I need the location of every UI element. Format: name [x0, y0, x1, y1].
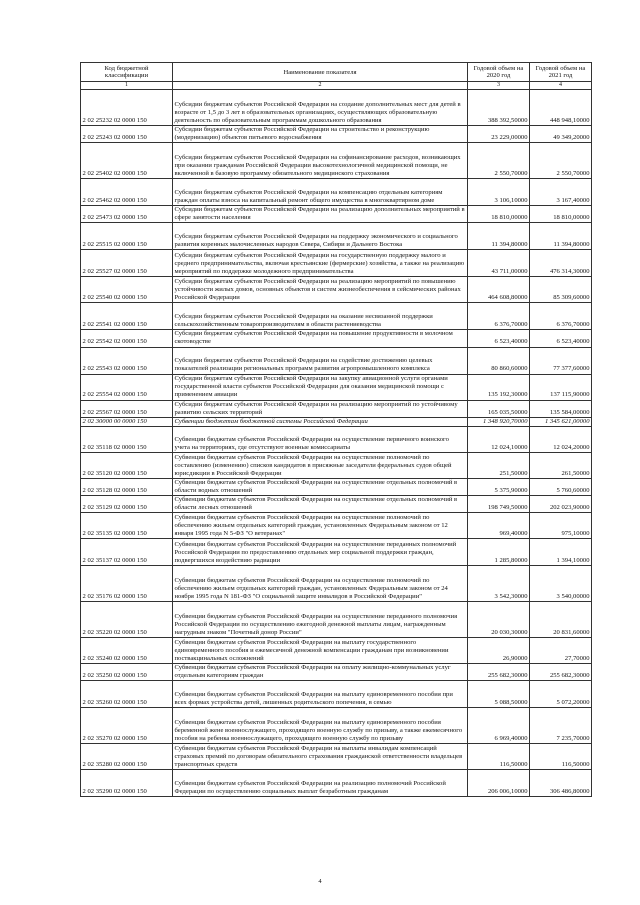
row-value-2021: 975,10000 [530, 513, 592, 539]
row-name: Субвенции бюджетам субъектов Российской Федерации на осуществление полномочий по обеспечению жильем отдельных категорий граждан, установленных Федеральным законом от 24 ноября 1995 года N 181-ФЗ "О социальной защите инвалидов в Российской Федерации" [173, 566, 468, 602]
row-value-2020: 6 969,40000 [468, 708, 530, 744]
table-row [81, 417, 592, 426]
row-name: Субсидии бюджетам субъектов Российской Федерации на поддержку экономического и социального развития коренных малочисленных народов Севера, Сибири и Дальнего Востока [173, 223, 468, 250]
row-name: Субсидии бюджетам субъектов Российской Федерации на реализацию мероприятий по устойчивому развитию сельских территорий [173, 400, 468, 417]
row-value-2020: 80 860,60000 [468, 347, 530, 374]
row-value-2021: 255 682,30000 [530, 664, 592, 681]
row-value-2020: 1 348 920,70000 [468, 417, 530, 426]
row-value-2021: 5 072,20000 [530, 681, 592, 708]
row-name: Субвенции бюджетам бюджетной системы Российской Федерации [173, 417, 468, 426]
row-value-2020: 116,50000 [468, 744, 530, 770]
row-value-2021: 85 309,60000 [530, 277, 592, 303]
table-row [81, 126, 592, 143]
row-code: 2 02 25473 02 0000 150 [81, 206, 173, 223]
row-value-2021: 306 486,80000 [530, 770, 592, 797]
row-value-2020: 5 088,50000 [468, 681, 530, 708]
row-code: 2 02 35176 02 0000 150 [81, 566, 173, 602]
row-value-2021: 261,50000 [530, 452, 592, 478]
row-code: 2 02 35250 02 0000 150 [81, 664, 173, 681]
row-value-2020: 2 550,70000 [468, 143, 530, 179]
row-value-2020: 206 006,10000 [468, 770, 530, 797]
row-value-2020: 5 375,90000 [468, 478, 530, 495]
row-code: 2 02 25542 02 0000 150 [81, 330, 173, 347]
table-row [81, 478, 592, 495]
row-code: 2 02 35280 02 0000 150 [81, 744, 173, 770]
table-row [81, 496, 592, 513]
row-code: 2 02 35128 02 0000 150 [81, 478, 173, 495]
row-value-2021: 476 314,30000 [530, 250, 592, 277]
table-row [81, 250, 592, 277]
row-value-2021: 2 550,70000 [530, 143, 592, 179]
row-value-2021: 49 349,20000 [530, 126, 592, 143]
table-row [81, 90, 592, 126]
table-row [81, 206, 592, 223]
row-code: 2 02 25543 02 0000 150 [81, 347, 173, 374]
table-row [81, 744, 592, 770]
row-value-2021: 5 760,60000 [530, 478, 592, 495]
row-code: 2 02 30000 00 0000 150 [81, 417, 173, 426]
row-name: Субсидии бюджетам субъектов Российской Федерации на повышение продуктивности в молочном скотоводстве [173, 330, 468, 347]
row-code: 2 02 25243 02 0000 150 [81, 126, 173, 143]
row-value-2020: 3 542,30000 [468, 566, 530, 602]
row-value-2021: 12 024,20000 [530, 426, 592, 452]
row-code: 2 02 25540 02 0000 150 [81, 277, 173, 303]
table-row [81, 223, 592, 250]
row-code: 2 02 35260 02 0000 150 [81, 681, 173, 708]
row-name: Субсидии бюджетам субъектов Российской Федерации на государственную поддержку малого и среднего предпринимательства, включая крестьянские (фермерские) хозяйства, а также на реализацию мероприятий по поддержке молодежного предпринимательства [173, 250, 468, 277]
row-name: Субсидии бюджетам субъектов Российской Федерации на строительство и реконструкцию (модернизацию) объектов питьевого водоснабжения [173, 126, 468, 143]
col-number: 1 [81, 82, 173, 90]
row-value-2020: 26,90000 [468, 638, 530, 664]
row-value-2020: 6 376,70000 [468, 303, 530, 330]
row-name: Субвенции бюджетам субъектов Российской Федерации на реализацию полномочий Российской Федерации по осуществлению социальных выплат безработным гражданам [173, 770, 468, 797]
row-code: 2 02 25527 02 0000 150 [81, 250, 173, 277]
row-value-2020: 43 711,00000 [468, 250, 530, 277]
row-value-2020: 1 285,80000 [468, 539, 530, 566]
row-value-2020: 135 192,30000 [468, 374, 530, 400]
table-row [81, 602, 592, 638]
table-row [81, 539, 592, 566]
row-value-2021: 3 167,40000 [530, 179, 592, 206]
table-row [81, 374, 592, 400]
row-value-2021: 135 584,00000 [530, 400, 592, 417]
table-row [81, 513, 592, 539]
row-name: Субвенции бюджетам субъектов Российской Федерации на выплату единовременного пособия беременной жене военнослужащего, проходящего военную службу по призыву, а также ежемесячного пособия на ребенка военнослужащего, проходящего военную службу по призыву [173, 708, 468, 744]
row-value-2020: 20 030,30000 [468, 602, 530, 638]
row-code: 2 02 25462 02 0000 150 [81, 179, 173, 206]
row-name: Субсидии бюджетам субъектов Российской Федерации на создание дополнительных мест для детей в возрасте от 1,5 до 3 лет в образовательных организациях, осуществляющих образовательную деятельность по образовательным программам дошкольного образования [173, 90, 468, 126]
table-row [81, 638, 592, 664]
row-code: 2 02 25232 02 0000 150 [81, 90, 173, 126]
row-code: 2 02 35240 02 0000 150 [81, 638, 173, 664]
row-value-2020: 12 024,10000 [468, 426, 530, 452]
row-code: 2 02 25541 02 0000 150 [81, 303, 173, 330]
row-value-2021: 11 394,80000 [530, 223, 592, 250]
row-code: 2 02 35137 02 0000 150 [81, 539, 173, 566]
table-row [81, 681, 592, 708]
row-value-2021: 116,50000 [530, 744, 592, 770]
row-value-2021: 202 023,90000 [530, 496, 592, 513]
row-name: Субвенции бюджетам субъектов Российской Федерации на осуществление переданных полномочий Российской Федерации по предоставлению отдельных мер социальной поддержки граждан, подвергшихся воздействию радиации [173, 539, 468, 566]
table-row [81, 143, 592, 179]
row-code: 2 02 35129 02 0000 150 [81, 496, 173, 513]
row-code: 2 02 25402 02 0000 150 [81, 143, 173, 179]
row-value-2021: 77 377,60000 [530, 347, 592, 374]
table-row [81, 400, 592, 417]
row-value-2020: 6 523,40000 [468, 330, 530, 347]
page-number: 4 [318, 878, 322, 885]
row-code: 2 02 35118 02 0000 150 [81, 426, 173, 452]
row-code: 2 02 35135 02 0000 150 [81, 513, 173, 539]
row-name: Субсидии бюджетам субъектов Российской Федерации на реализацию мероприятий по повышению устойчивости жилых домов, основных объектов и систем жизнеобеспечения в сейсмических районах Российской Федерации [173, 277, 468, 303]
row-name: Субсидии бюджетам субъектов Российской Федерации на компенсацию отдельным категориям граждан оплаты взноса на капитальный ремонт общего имущества в многоквартирном доме [173, 179, 468, 206]
table-row [81, 277, 592, 303]
row-value-2021: 1 345 621,00000 [530, 417, 592, 426]
row-value-2021: 1 394,10000 [530, 539, 592, 566]
row-name: Субвенции бюджетам субъектов Российской Федерации на осуществление отдельных полномочий в области лесных отношений [173, 496, 468, 513]
row-value-2021: 7 235,70000 [530, 708, 592, 744]
row-code: 2 02 35270 02 0000 150 [81, 708, 173, 744]
row-value-2020: 388 392,50000 [468, 90, 530, 126]
row-name: Субсидии бюджетам субъектов Российской Федерации на оказание несвязанной поддержки сельскохозяйственным товаропроизводителям в области растениеводства [173, 303, 468, 330]
row-name: Субвенции бюджетам субъектов Российской Федерации на выплату государственного единовременного пособия и ежемесячной денежной компенсации гражданам при возникновении поствакцинальных осложнений [173, 638, 468, 664]
row-name: Субсидии бюджетам субъектов Российской Федерации на закупку авиационной услуги органами государственной власти субъектов Российской Федерации для оказания медицинской помощи с применением авиации [173, 374, 468, 400]
row-value-2020: 18 810,00000 [468, 206, 530, 223]
row-value-2021: 137 115,90000 [530, 374, 592, 400]
row-value-2021: 6 376,70000 [530, 303, 592, 330]
table-row [81, 770, 592, 797]
budget-table-container [80, 62, 591, 797]
row-name: Субвенции бюджетам субъектов Российской Федерации на выплату единовременного пособия при всех формах устройства детей, лишенных родительского попечения, в семью [173, 681, 468, 708]
row-value-2020: 165 035,50000 [468, 400, 530, 417]
table-row [81, 664, 592, 681]
row-value-2020: 969,40000 [468, 513, 530, 539]
col-number: 2 [173, 82, 468, 90]
row-value-2021: 20 831,60000 [530, 602, 592, 638]
table-row [81, 452, 592, 478]
col-number: 3 [468, 82, 530, 90]
row-value-2021: 6 523,40000 [530, 330, 592, 347]
header-code: Код бюджетной классификации [81, 63, 173, 82]
row-name: Субвенции бюджетам субъектов Российской Федерации на осуществление полномочий по составлению (изменению) списков кандидатов в присяжные заседатели федеральных судов общей юрисдикции в Российской Федерации [173, 452, 468, 478]
row-name: Субвенции бюджетам субъектов Российской Федерации на осуществление переданного полномочия Российской Федерации по осуществлению ежегодной денежной выплаты лицам, награжденным нагрудным знаком "Почетный донор России" [173, 602, 468, 638]
row-value-2020: 23 229,00000 [468, 126, 530, 143]
row-value-2020: 3 106,10000 [468, 179, 530, 206]
table-row [81, 708, 592, 744]
table-header-row [81, 63, 592, 82]
table-row [81, 303, 592, 330]
row-name: Субсидии бюджетам субъектов Российской Федерации на содействие достижению целевых показателей реализации региональных программ развития агропромышленного комплекса [173, 347, 468, 374]
table-row [81, 347, 592, 374]
row-name: Субвенции бюджетам субъектов Российской Федерации на осуществление первичного воинского учета на территориях, где отсутствуют военные комиссариаты [173, 426, 468, 452]
row-value-2021: 27,70000 [530, 638, 592, 664]
table-row [81, 566, 592, 602]
row-value-2020: 255 682,30000 [468, 664, 530, 681]
row-name: Субсидии бюджетам субъектов Российской Федерации на софинансирование расходов, возникающих при оказании гражданам Российской Федерации высокотехнологичной медицинской помощи, не включенной в базовую программу обязательного медицинского страхования [173, 143, 468, 179]
row-value-2020: 251,50000 [468, 452, 530, 478]
row-code: 2 02 25567 02 0000 150 [81, 400, 173, 417]
row-code: 2 02 35220 02 0000 150 [81, 602, 173, 638]
row-value-2020: 11 394,80000 [468, 223, 530, 250]
budget-table [80, 62, 592, 797]
col-number: 4 [530, 82, 592, 90]
row-value-2021: 448 948,10000 [530, 90, 592, 126]
row-name: Субвенции бюджетам субъектов Российской Федерации на оплату жилищно-коммунальных услуг отдельным категориям граждан [173, 664, 468, 681]
column-number-row [81, 82, 592, 90]
row-code: 2 02 35290 02 0000 150 [81, 770, 173, 797]
table-body [81, 90, 592, 797]
header-2021: Годовой объем на 2021 год [530, 63, 592, 82]
table-row [81, 179, 592, 206]
row-value-2020: 198 749,50000 [468, 496, 530, 513]
row-code: 2 02 25515 02 0000 150 [81, 223, 173, 250]
header-name: Наименование показателя [173, 63, 468, 82]
row-name: Субсидии бюджетам субъектов Российской Федерации на реализацию дополнительных мероприятий в сфере занятости населения [173, 206, 468, 223]
table-row [81, 330, 592, 347]
row-code: 2 02 35120 02 0000 150 [81, 452, 173, 478]
header-2020: Годовой объем на 2020 год [468, 63, 530, 82]
row-value-2021: 18 810,00000 [530, 206, 592, 223]
row-name: Субвенции бюджетам субъектов Российской Федерации на осуществление отдельных полномочий в области водных отношений [173, 478, 468, 495]
row-name: Субвенции бюджетам субъектов Российской Федерации на выплаты инвалидам компенсаций страховых премий по договорам обязательного страхования гражданской ответственности владельцев транспортных средств [173, 744, 468, 770]
row-value-2020: 464 608,80000 [468, 277, 530, 303]
row-value-2021: 3 540,00000 [530, 566, 592, 602]
row-code: 2 02 25554 02 0000 150 [81, 374, 173, 400]
row-name: Субвенции бюджетам субъектов Российской Федерации на осуществление полномочий по обеспечению жильем отдельных категорий граждан, установленных Федеральным законом от 12 января 1995 года N 5-ФЗ "О ветеранах" [173, 513, 468, 539]
table-row [81, 426, 592, 452]
